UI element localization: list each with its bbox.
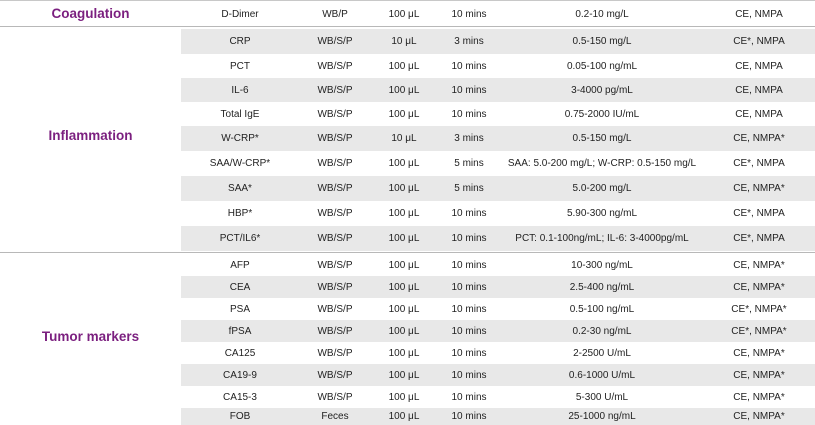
table-row	[181, 201, 815, 226]
sample-volume: 100 μL	[388, 84, 420, 96]
table-row	[181, 54, 815, 78]
measuring-range: 0.5-150 mg/L	[572, 133, 632, 144]
test-name: W-CRP*	[221, 133, 259, 144]
test-name: CA125	[224, 347, 256, 359]
test-name: CA19-9	[223, 369, 257, 381]
test-time: 10 mins	[451, 233, 487, 244]
table-row	[181, 102, 815, 126]
test-time: 10 mins	[451, 411, 487, 422]
sample-type: WB/S/P	[317, 369, 353, 381]
table-row	[181, 320, 815, 342]
test-name: AFP	[230, 259, 250, 271]
measuring-range: 10-300 ng/mL	[571, 259, 633, 271]
sample-volume: 10 μL	[391, 133, 417, 144]
table-row	[181, 386, 815, 408]
table-row	[181, 78, 815, 102]
sample-type: WB/S/P	[317, 303, 353, 315]
certification: CE*, NMPA	[733, 208, 785, 219]
measuring-range: 2-2500 U/mL	[573, 347, 631, 359]
sample-volume: 100 μL	[388, 259, 420, 271]
test-name: D-Dimer	[221, 8, 259, 20]
category-coagulation: Coagulation	[51, 6, 130, 21]
test-name: SAA/W-CRP*	[209, 158, 271, 169]
certification: CE, NMPA*	[733, 411, 785, 422]
table-row	[181, 298, 815, 320]
sample-volume: 100 μL	[388, 208, 420, 219]
test-time: 10 mins	[451, 208, 487, 219]
certification: CE, NMPA*	[733, 281, 785, 293]
sample-type: WB/S/P	[317, 158, 353, 169]
measuring-range: 0.05-100 ng/mL	[566, 60, 638, 72]
measuring-range: 0.2-30 ng/mL	[572, 325, 632, 337]
measuring-range: 0.75-2000 IU/mL	[564, 108, 640, 120]
sample-volume: 100 μL	[388, 158, 420, 169]
table-row	[181, 276, 815, 298]
table-row	[181, 254, 815, 276]
sample-type: WB/S/P	[317, 183, 353, 194]
sample-type: WB/S/P	[317, 208, 353, 219]
test-time: 5 mins	[454, 158, 484, 169]
sample-type: WB/S/P	[317, 133, 353, 144]
certification: CE, NMPA	[735, 60, 783, 72]
table-row	[181, 342, 815, 364]
sample-volume: 100 μL	[388, 303, 420, 315]
certification: CE, NMPA*	[733, 347, 785, 359]
measuring-range: 25-1000 ng/mL	[568, 411, 636, 422]
certification: CE, NMPA*	[733, 391, 785, 403]
table-row	[181, 226, 815, 251]
sample-volume: 100 μL	[388, 281, 420, 293]
measuring-range: 0.5-150 mg/L	[572, 36, 632, 47]
sample-volume: 100 μL	[388, 411, 420, 422]
sample-type: Feces	[321, 411, 349, 422]
sample-type: WB/S/P	[317, 281, 353, 293]
table-row	[181, 151, 815, 176]
test-name: SAA*	[228, 183, 252, 194]
certification: CE*, NMPA	[733, 158, 785, 169]
test-name: CA15-3	[223, 391, 257, 403]
sample-volume: 100 μL	[388, 233, 420, 244]
sample-type: WB/S/P	[317, 233, 353, 244]
measuring-range: SAA: 5.0-200 mg/L; W-CRP: 0.5-150 mg/L	[507, 158, 697, 169]
measuring-range: 0.6-1000 U/mL	[568, 369, 636, 381]
test-name: CEA	[229, 281, 251, 293]
measuring-range: 5.90-300 ng/mL	[566, 208, 638, 219]
measuring-range: PCT: 0.1-100ng/mL; IL-6: 3-4000pg/mL	[515, 233, 689, 244]
test-time: 10 mins	[451, 84, 487, 96]
sample-type: WB/S/P	[317, 36, 353, 47]
certification: CE, NMPA	[735, 8, 783, 20]
test-time: 10 mins	[451, 60, 487, 72]
certification: CE, NMPA*	[733, 369, 785, 381]
sample-volume: 100 μL	[388, 369, 420, 381]
category-tumor-markers: Tumor markers	[41, 329, 140, 344]
certification: CE*, NMPA	[733, 36, 785, 47]
sample-volume: 100 μL	[388, 108, 420, 120]
sample-volume: 100 μL	[388, 8, 420, 20]
sample-type: WB/S/P	[317, 391, 353, 403]
sample-type: WB/S/P	[317, 347, 353, 359]
measuring-range: 0.5-100 ng/mL	[569, 303, 635, 315]
measuring-range: 2.5-400 ng/mL	[569, 281, 635, 293]
sample-type: WB/S/P	[317, 84, 353, 96]
test-time: 3 mins	[454, 36, 484, 47]
certification: CE, NMPA*	[733, 133, 785, 144]
certification: CE, NMPA*	[733, 183, 785, 194]
certification: CE*, NMPA*	[731, 303, 787, 315]
table-row	[181, 29, 815, 54]
test-time: 10 mins	[451, 303, 487, 315]
sample-type: WB/P	[322, 8, 348, 20]
group-divider	[0, 26, 815, 27]
test-time: 10 mins	[451, 347, 487, 359]
test-time: 10 mins	[451, 108, 487, 120]
sample-volume: 100 μL	[388, 60, 420, 72]
test-name: PCT/IL6*	[219, 233, 261, 244]
certification: CE, NMPA	[735, 84, 783, 96]
test-name: fPSA	[228, 325, 252, 337]
sample-volume: 100 μL	[388, 183, 420, 194]
table-row	[181, 4, 815, 24]
sample-type: WB/S/P	[317, 60, 353, 72]
test-name: Total IgE	[220, 108, 260, 120]
certification: CE, NMPA	[735, 108, 783, 120]
sample-type: WB/S/P	[317, 108, 353, 120]
test-name: IL-6	[231, 84, 249, 96]
test-time: 10 mins	[451, 391, 487, 403]
test-time: 10 mins	[451, 259, 487, 271]
sample-type: WB/S/P	[317, 325, 353, 337]
group-divider	[0, 252, 815, 253]
test-name: PSA	[229, 303, 250, 315]
sample-type: WB/S/P	[317, 259, 353, 271]
measuring-range: 0.2-10 mg/L	[575, 8, 629, 20]
certification: CE*, NMPA	[733, 233, 785, 244]
sample-volume: 100 μL	[388, 325, 420, 337]
table-row	[181, 364, 815, 386]
test-name: CRP	[229, 36, 251, 47]
table-row	[181, 408, 815, 425]
top-divider	[0, 0, 815, 1]
test-time: 10 mins	[451, 369, 487, 381]
test-time: 10 mins	[451, 281, 487, 293]
sample-volume: 100 μL	[388, 347, 420, 359]
measuring-range: 5-300 U/mL	[575, 391, 629, 403]
test-name: FOB	[229, 411, 251, 422]
test-time: 10 mins	[451, 325, 487, 337]
test-time: 10 mins	[451, 8, 487, 20]
certification: CE, NMPA*	[733, 259, 785, 271]
measuring-range: 3-4000 pg/mL	[571, 84, 633, 96]
test-name: HBP*	[227, 208, 253, 219]
table-row	[181, 126, 815, 151]
measuring-range: 5.0-200 mg/L	[572, 183, 632, 194]
test-time: 5 mins	[454, 183, 484, 194]
test-name: PCT	[230, 60, 250, 72]
sample-volume: 10 μL	[391, 36, 417, 47]
category-inflammation: Inflammation	[48, 128, 133, 143]
certification: CE*, NMPA*	[731, 325, 787, 337]
sample-volume: 100 μL	[388, 391, 420, 403]
test-time: 3 mins	[454, 133, 484, 144]
table-row	[181, 176, 815, 201]
